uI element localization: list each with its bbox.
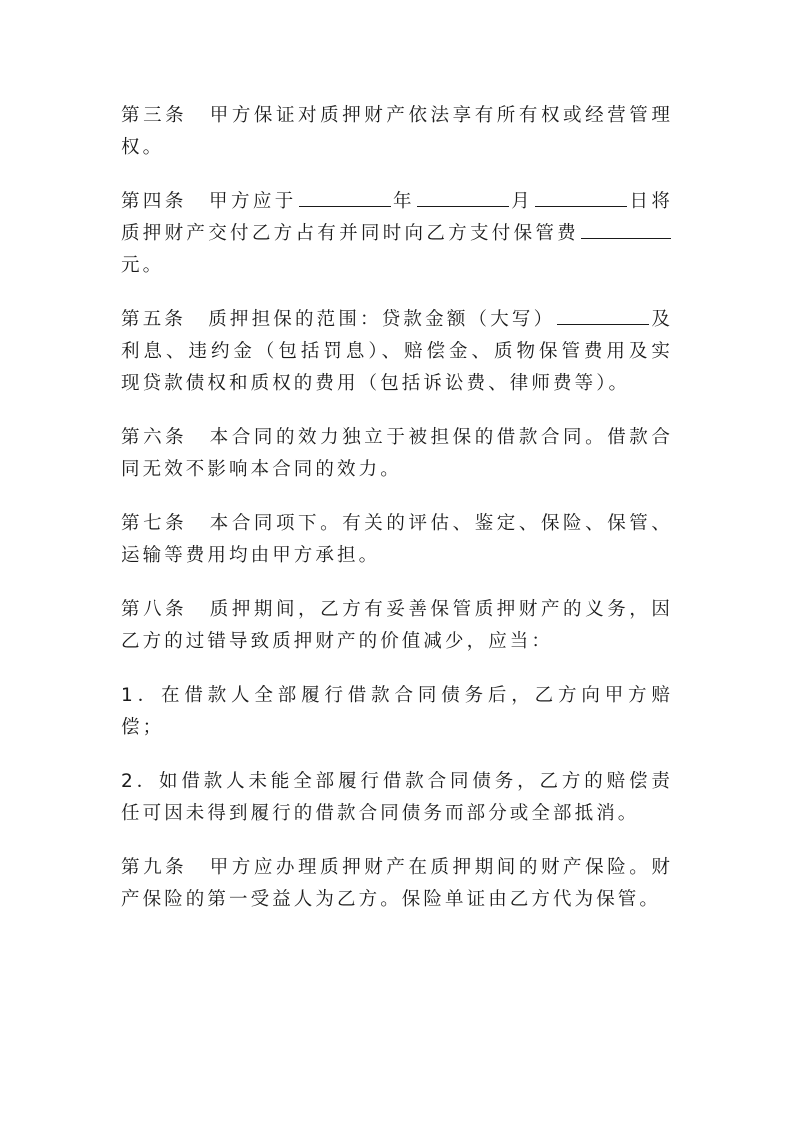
article-4 xyxy=(121,186,673,282)
day-blank[interactable] xyxy=(535,186,627,207)
fee-blank[interactable] xyxy=(581,218,671,239)
article-text: 质押担保的范围：贷款金额（大写） xyxy=(208,309,556,330)
article-text: 甲方应于 xyxy=(208,191,297,212)
article-text: 本合同项下。有关的评估、鉴定、保险、保管、运输等费用均由甲方承担。 xyxy=(121,513,673,566)
article-number: 第三条 xyxy=(121,105,188,126)
article-text: 及利息、违约金（包括罚息）、赔偿金、质物保管费用及实现贷款债权和质权的费用（包括诉讼费、律师费等）。 xyxy=(121,309,673,394)
article-number: 第八条 xyxy=(121,599,188,620)
article-text: 元。 xyxy=(121,255,165,276)
clause-2 xyxy=(121,766,673,830)
loan-amount-blank[interactable] xyxy=(557,304,649,325)
article-text: 质押期间，乙方有妥善保管质押财产的义务，因乙方的过错导致质押财产的价值减少，应当： xyxy=(121,599,673,652)
clause-text: 如借款人未能全部履行借款合同债务，乙方的赔偿责任可因未得到履行的借款合同债务而部分或全部抵消。 xyxy=(121,771,673,824)
article-3 xyxy=(121,100,673,164)
document-page xyxy=(121,100,673,938)
article-9 xyxy=(121,852,673,916)
article-text: 日将质押财产交付乙方占有并同时向乙方支付保管费 xyxy=(121,191,673,244)
article-6 xyxy=(121,422,673,486)
clause-1 xyxy=(121,680,673,744)
article-text: 本合同的效力独立于被担保的借款合同。借款合同无效不影响本合同的效力。 xyxy=(121,427,673,480)
article-text: 甲方保证对质押财产依法享有所有权或经营管理权。 xyxy=(121,105,673,158)
article-5 xyxy=(121,304,673,400)
article-8 xyxy=(121,594,673,658)
clause-number: 2． xyxy=(121,771,160,792)
article-7 xyxy=(121,508,673,572)
article-number: 第四条 xyxy=(121,191,187,212)
clause-number: 1． xyxy=(121,685,161,706)
year-blank[interactable] xyxy=(299,186,391,207)
year-label: 年 xyxy=(392,191,415,212)
article-number: 第九条 xyxy=(121,857,188,878)
clause-text: 在借款人全部履行借款合同债务后，乙方向甲方赔偿； xyxy=(121,685,673,738)
article-number: 第七条 xyxy=(121,513,188,534)
article-text: 甲方应办理质押财产在质押期间的财产保险。财产保险的第一受益人为乙方。保险单证由乙方代为保管。 xyxy=(121,857,673,910)
article-number: 第六条 xyxy=(121,427,188,448)
article-number: 第五条 xyxy=(121,309,187,330)
month-label: 月 xyxy=(510,191,534,212)
month-blank[interactable] xyxy=(417,186,509,207)
